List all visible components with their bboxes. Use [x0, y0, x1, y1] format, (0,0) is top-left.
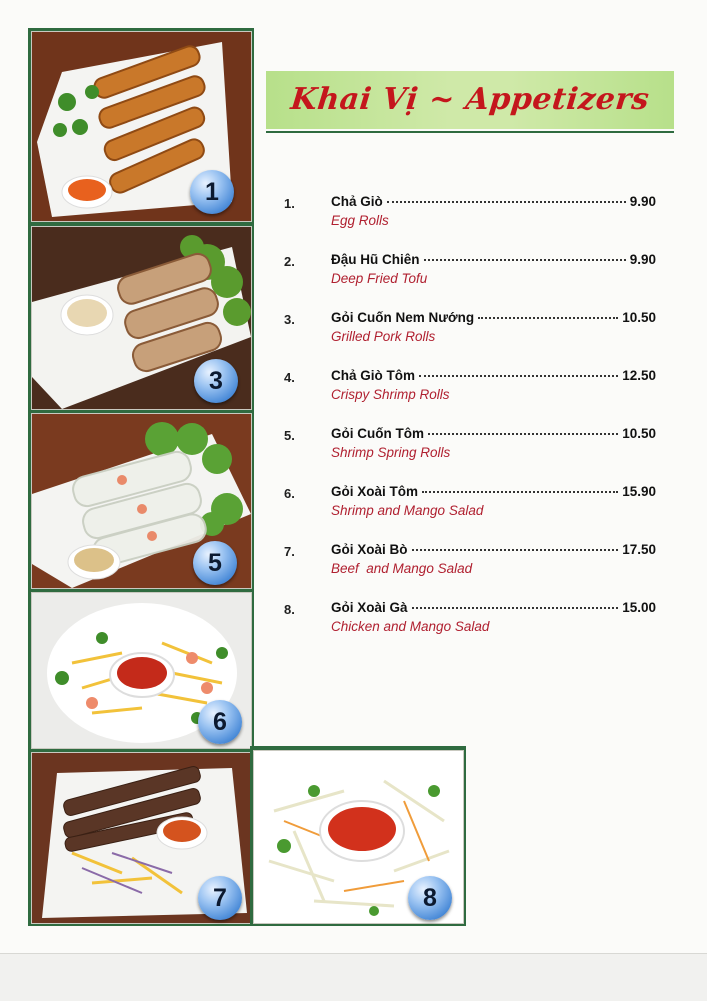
leader-dots [478, 317, 618, 319]
item-number: 2. [284, 254, 295, 269]
item-vietnamese-name: Gỏi Xoài Tôm [331, 484, 419, 499]
item-number: 8. [284, 602, 295, 617]
item-vietnamese-name: Chả Giò Tôm [331, 368, 415, 383]
item-number: 4. [284, 370, 295, 385]
item-english-name: Grilled Pork Rolls [331, 329, 436, 344]
item-english-name: Egg Rolls [331, 213, 389, 228]
item-name-row [331, 600, 656, 618]
item-name-row [331, 310, 656, 328]
leader-dots [387, 201, 626, 203]
item-price: 10.50 [622, 310, 656, 325]
menu-item [284, 426, 664, 476]
page-bottom-edge [0, 953, 707, 1001]
menu-item [284, 600, 664, 650]
leader-dots [428, 433, 618, 435]
item-vietnamese-name: Gỏi Xoài Gà [331, 600, 408, 615]
item-number: 6. [284, 486, 295, 501]
photo-number-badge: 3 [194, 359, 238, 403]
item-name-row [331, 252, 656, 270]
item-vietnamese-name: Chả Giò [331, 194, 383, 209]
photo-number-badge: 5 [193, 541, 237, 585]
item-english-name: Crispy Shrimp Rolls [331, 387, 450, 402]
item-name-row [331, 194, 656, 212]
item-name-row [331, 426, 656, 444]
item-price: 17.50 [622, 542, 656, 557]
item-english-name: Shrimp and Mango Salad [331, 503, 484, 518]
menu-item [284, 542, 664, 592]
item-name-row [331, 368, 656, 386]
menu-item [284, 252, 664, 302]
leader-dots [412, 549, 619, 551]
item-english-name: Beef and Mango Salad [331, 561, 473, 576]
item-price: 10.50 [622, 426, 656, 441]
item-number: 5. [284, 428, 295, 443]
item-name-row [331, 484, 656, 502]
item-english-name: Shrimp Spring Rolls [331, 445, 451, 460]
title-underline [266, 131, 674, 133]
item-english-name: Chicken and Mango Salad [331, 619, 490, 634]
item-number: 1. [284, 196, 295, 211]
photo-number-badge: 6 [198, 700, 242, 744]
menu-item [284, 368, 664, 418]
item-price: 15.90 [622, 484, 656, 499]
page-title: Khai Vị ~ Appetizers [289, 82, 652, 117]
item-price: 9.90 [629, 252, 656, 267]
item-price: 9.90 [629, 194, 656, 209]
leader-dots [422, 491, 618, 493]
item-name-row [331, 542, 656, 560]
item-number: 3. [284, 312, 295, 327]
item-number: 7. [284, 544, 295, 559]
photo-number-badge: 7 [198, 876, 242, 920]
leader-dots [419, 375, 618, 377]
item-vietnamese-name: Gỏi Cuốn Nem Nướng [331, 310, 475, 325]
item-price: 15.00 [622, 600, 656, 615]
menu-item [284, 194, 664, 244]
photo-number-badge: 1 [190, 170, 234, 214]
menu-item [284, 484, 664, 534]
leader-dots [424, 259, 626, 261]
item-vietnamese-name: Đậu Hũ Chiên [331, 252, 420, 267]
leader-dots [412, 607, 619, 609]
item-vietnamese-name: Gỏi Xoài Bò [331, 542, 408, 557]
item-vietnamese-name: Gỏi Cuốn Tôm [331, 426, 424, 441]
item-english-name: Deep Fried Tofu [331, 271, 428, 286]
menu-item [284, 310, 664, 360]
item-price: 12.50 [622, 368, 656, 383]
photo-number-badge: 8 [408, 876, 452, 920]
